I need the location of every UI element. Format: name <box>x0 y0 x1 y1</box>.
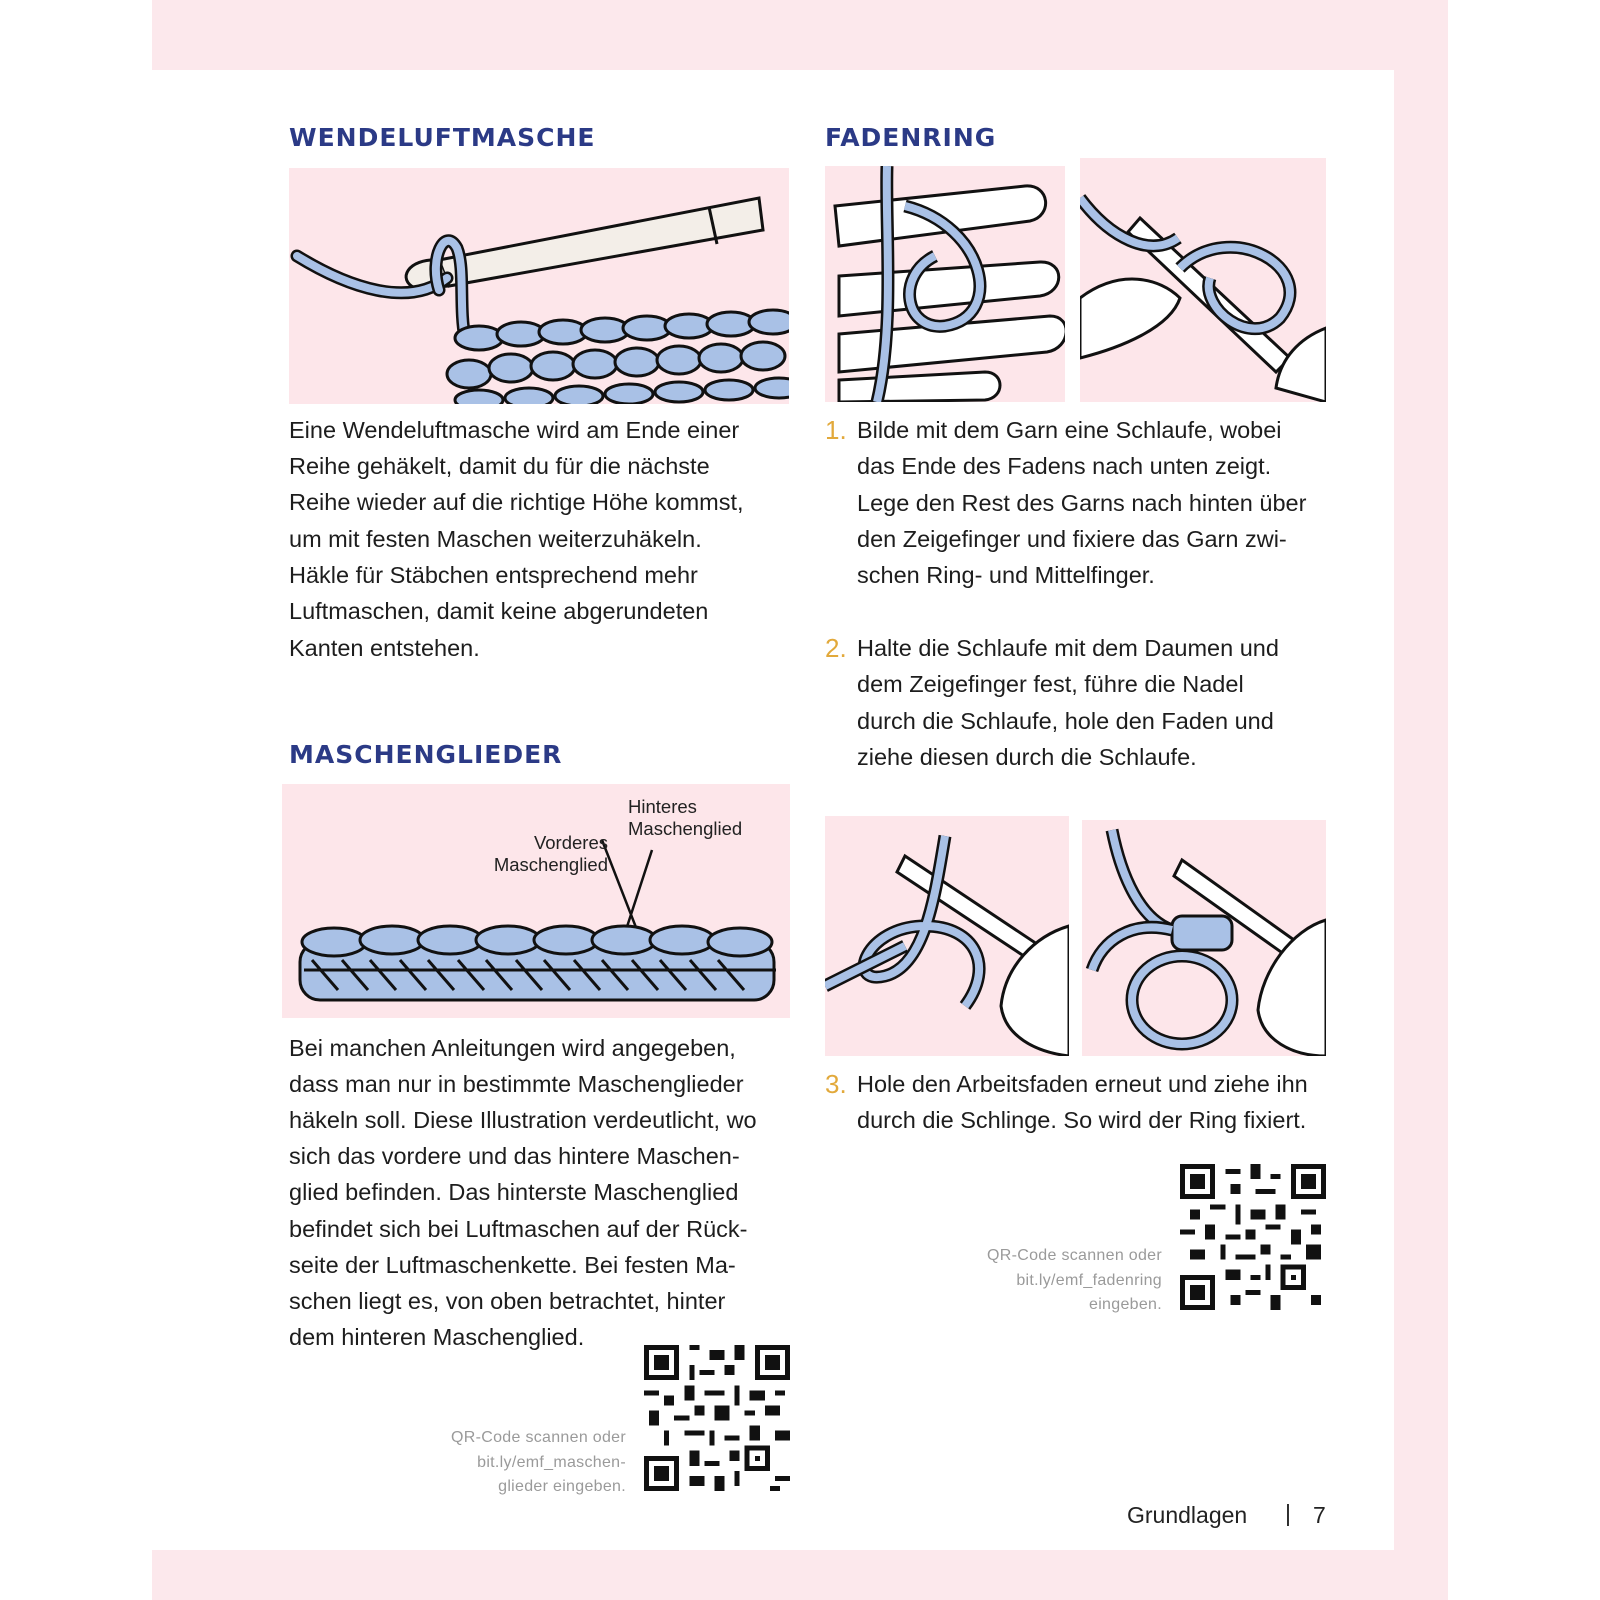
text-line: schen Ring- und Mittelfinger. <box>857 562 1155 589</box>
illustration-wendeluftmasche <box>289 168 789 404</box>
text-line: Bei manchen Anleitungen wird angegeben, <box>289 1035 736 1061</box>
text-line: den Zeigefinger und fixiere das Garn zwi- <box>857 525 1287 552</box>
caption-line: eingeben. <box>1089 1296 1162 1313</box>
footer-separator: | <box>1285 1500 1291 1526</box>
label-line: Hinteres <box>628 796 697 817</box>
step-number: 3. <box>825 1069 847 1099</box>
text-line: häkeln soll. Diese Illustration verdeutlicht, wo <box>289 1107 757 1133</box>
qr-code-maschenglieder[interactable] <box>644 1345 790 1491</box>
hand-loop-drawing <box>825 166 1065 402</box>
ring-fixed-drawing <box>1082 820 1326 1056</box>
text-line: seite der Luftmaschenkette. Bei festen Ma- <box>289 1252 736 1278</box>
caption-line: QR-Code scannen oder <box>987 1247 1162 1264</box>
step-1 <box>825 412 1335 602</box>
hook-through-loop-drawing <box>1080 158 1326 402</box>
heading-maschenglieder: MASCHENGLIEDER <box>289 740 563 769</box>
text-line: durch die Schlinge. So wird der Ring fixiert. <box>857 1107 1307 1134</box>
hook-pull-yarn-drawing <box>825 816 1069 1056</box>
text-line: dass man nur in bestimmte Maschenglieder <box>289 1071 744 1097</box>
caption-line[interactable]: bit.ly/emf_maschen- <box>477 1453 626 1471</box>
text-line: durch die Schlaufe, hole den Faden und <box>857 707 1274 734</box>
label-back-loop <box>628 796 742 840</box>
label-line: Maschenglied <box>493 854 608 875</box>
qr-caption-maschenglieder <box>400 1426 626 1500</box>
step-number: 1. <box>825 415 847 445</box>
text-line: glied befinden. Das hinterste Maschenglied <box>289 1179 739 1205</box>
step-2 <box>825 630 1335 780</box>
caption-line: QR-Code scannen oder <box>451 1429 626 1446</box>
text-line: das Ende des Fadens nach unten zeigt. <box>857 453 1272 480</box>
step-3 <box>825 1066 1335 1146</box>
step-text <box>857 1066 1327 1139</box>
label-line: Maschenglied <box>628 818 743 839</box>
text-line: um mit festen Maschen weiterzuhäkeln. <box>289 526 702 552</box>
illustration-fadenring-step2 <box>825 816 1069 1056</box>
caption-line[interactable]: bit.ly/emf_fadenring <box>1016 1271 1162 1289</box>
text-line: Reihe gehäkelt, damit du für die nächste <box>289 453 710 479</box>
heading-fadenring: FADENRING <box>825 123 997 152</box>
text-line: schen liegt es, von oben betrachtet, hinter <box>289 1288 726 1314</box>
caption-line: glieder eingeben. <box>498 1478 626 1495</box>
text-line: Luftmaschen, damit keine abgerundeten <box>289 598 709 624</box>
illustration-fadenring-step1b <box>1080 158 1326 402</box>
page-number: 7 <box>1313 1502 1326 1528</box>
text-line: Kanten entstehen. <box>289 635 480 661</box>
qr-caption-fadenring <box>930 1244 1162 1318</box>
text-line: dem hinteren Maschenglied. <box>289 1324 585 1350</box>
step-text <box>857 630 1327 775</box>
label-front-loop <box>474 832 608 876</box>
illustration-fadenring-step1a <box>825 166 1065 402</box>
text-line: dem Zeigefinger fest, führe die Nadel <box>857 671 1244 698</box>
text-line: Reihe wieder auf die richtige Höhe kommst, <box>289 489 744 515</box>
step-text <box>857 412 1327 593</box>
illustration-fadenring-step3 <box>1082 820 1326 1056</box>
step-number: 2. <box>825 633 847 663</box>
text-line: Eine Wendeluftmasche wird am Ende einer <box>289 417 740 443</box>
text-line: Halte die Schlaufe mit dem Daumen und <box>857 635 1279 661</box>
qr-code-fadenring[interactable] <box>1180 1164 1326 1310</box>
text-line: sich das vordere und das hintere Maschen- <box>289 1143 740 1169</box>
text-line: Hole den Arbeitsfaden erneut und ziehe ihn <box>857 1071 1308 1097</box>
text-line: Bilde mit dem Garn eine Schlaufe, wobei <box>857 417 1282 443</box>
outer-margin-right <box>1448 0 1600 1600</box>
crochet-row-hook-drawing <box>289 168 789 404</box>
footer-section-label: Grundlagen <box>1127 1502 1248 1528</box>
label-line: Vorderes <box>533 832 608 853</box>
text-line: Lege den Rest des Garns nach hinten über <box>857 489 1307 516</box>
heading-wendeluftmasche: WENDELUFTMASCHE <box>289 123 596 152</box>
outer-margin-left <box>0 0 152 1600</box>
text-line: ziehe diesen durch die Schlaufe. <box>857 743 1197 770</box>
text-line: befindet sich bei Luftmaschen auf der Rück- <box>289 1216 748 1242</box>
text-line: Häkle für Stäbchen entsprechend mehr <box>289 562 698 588</box>
